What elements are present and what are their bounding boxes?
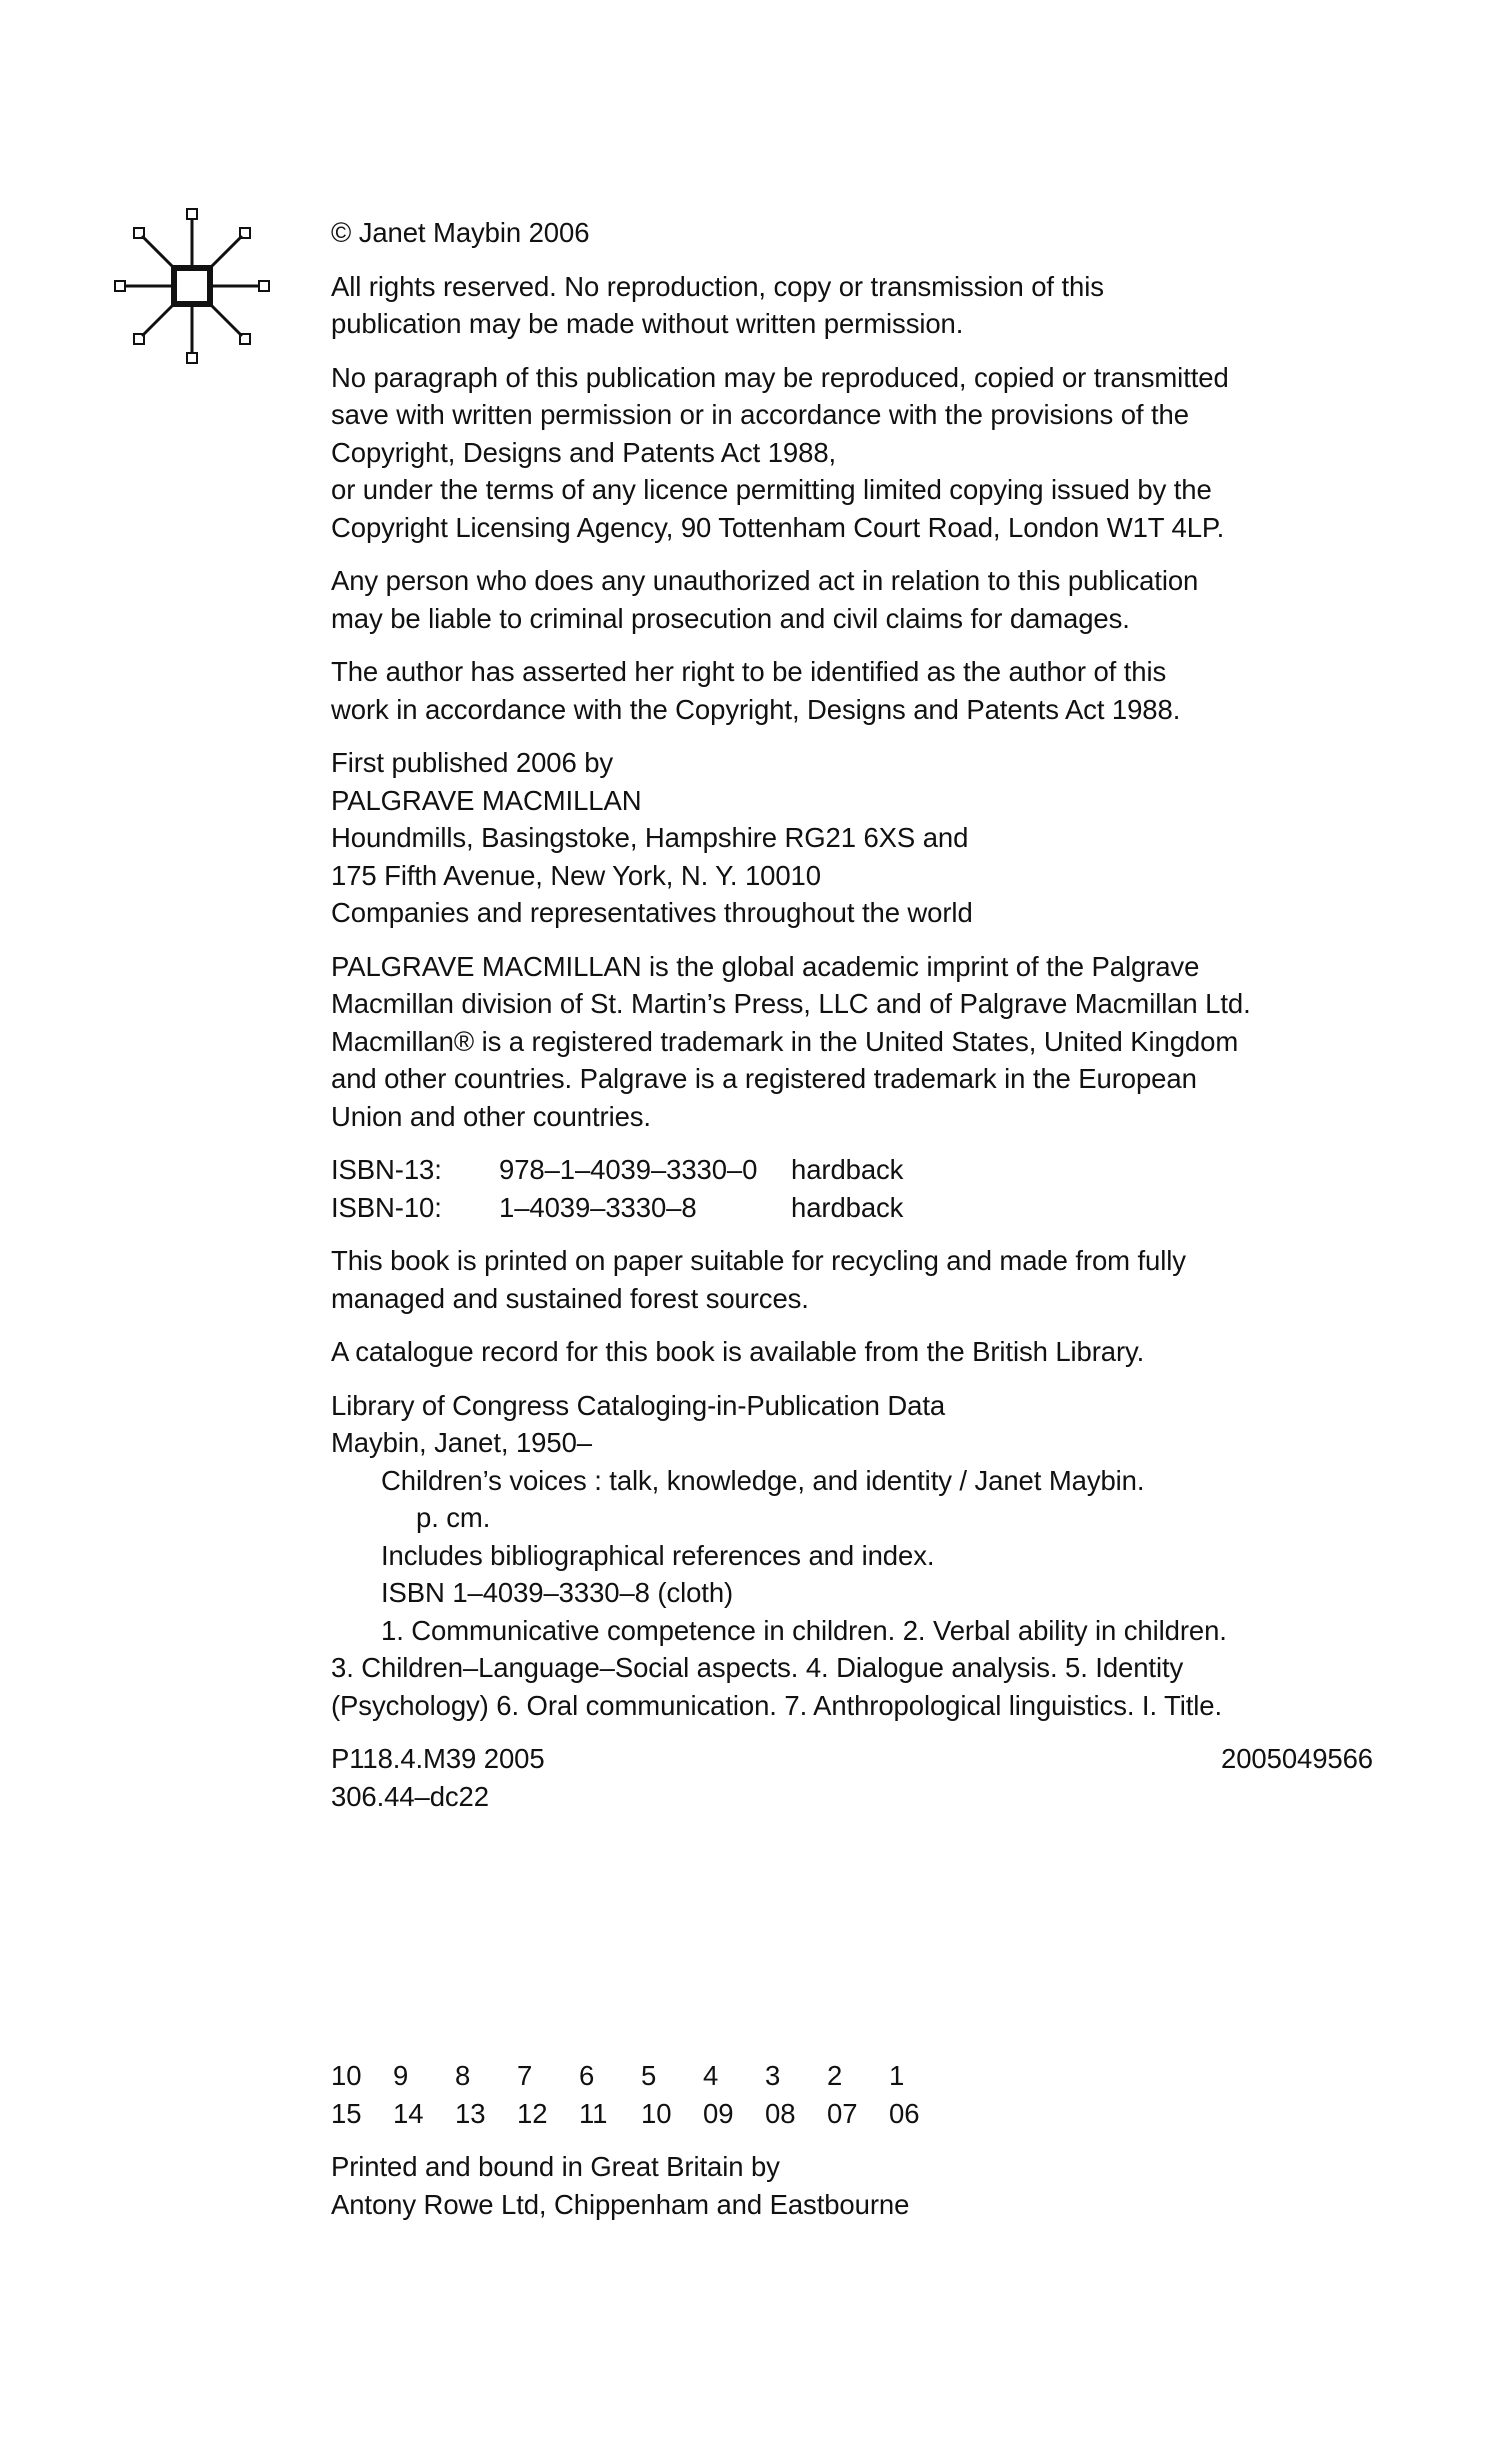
cip-bibliography: Includes bibliographical references and index.: [381, 1539, 935, 1571]
printer-statement: [331, 2148, 1373, 2223]
text-line: Antony Rowe Ltd, Chippenham and Eastbourne: [331, 2188, 910, 2220]
text-line: Copyright Licensing Agency, 90 Tottenham Court Road, London W1T 4LP.: [331, 511, 1225, 543]
rights-reserved-paragraph: [331, 268, 1373, 343]
call-number: P118.4.M39 2005: [331, 1743, 545, 1774]
text-line: and other countries. Palgrave is a registered trademark in the European: [331, 1063, 1197, 1094]
text-line: Companies and representatives throughout the world: [331, 897, 973, 928]
impression-year: 13: [455, 2097, 486, 2129]
publisher-address: [331, 744, 1373, 932]
isbn-format: hardback: [791, 1191, 904, 1223]
cip-subject-line: (Psychology) 6. Oral communication. 7. Anthropological linguistics. I. Title.: [331, 1689, 1223, 1721]
text-line: All rights reserved. No reproduction, copy or transmission of this: [331, 270, 1104, 302]
text-line: save with written permission or in accordance with the provisions of the: [331, 399, 1189, 430]
classification-block: [331, 1740, 1373, 1815]
impression-number: 10: [331, 2060, 362, 2091]
printing-line: [331, 2057, 1373, 2132]
text-line: managed and sustained forest sources.: [331, 1282, 809, 1314]
isbn-format: hardback: [791, 1154, 904, 1185]
text-line: A catalogue record for this book is available from the British Library.: [331, 1336, 1145, 1367]
text-line: This book is printed on paper suitable for recycling and made from fully: [331, 1245, 1186, 1276]
text-line: First published 2006 by: [331, 747, 614, 778]
impression-number: 4: [703, 2060, 719, 2091]
text-line: work in accordance with the Copyright, Designs and Patents Act 1988.: [331, 693, 1181, 725]
impression-year: 11: [579, 2097, 608, 2129]
text-line: 175 Fifth Avenue, New York, N. Y. 10010: [331, 859, 821, 891]
cip-subject-line: 3. Children–Language–Social aspects. 4. Dialogue analysis. 5. Identity: [331, 1652, 1184, 1683]
text-line: No paragraph of this publication may be reproduced, copied or transmitted: [331, 361, 1229, 393]
cip-data: [331, 1387, 1373, 1725]
impression-year: 12: [517, 2097, 548, 2129]
impression-numbers: [331, 2057, 1373, 2095]
cip-subject-line: 1. Communicative competence in children. 2. Verbal ability in children.: [381, 1614, 1227, 1646]
text-line: publication may be made without written permission.: [331, 308, 964, 339]
isbn-label: ISBN-13:: [331, 1154, 442, 1185]
impression-number: 2: [827, 2060, 843, 2091]
cip-author: Maybin, Janet, 1950–: [331, 1427, 592, 1458]
impression-year: 10: [641, 2097, 672, 2129]
isbn-row: [331, 1189, 1373, 1227]
text-line: Copyright, Designs and Patents Act 1988,: [331, 436, 837, 468]
impression-number: 8: [455, 2060, 471, 2091]
impression-number: 1: [889, 2060, 905, 2091]
isbn-list: [331, 1151, 1373, 1226]
dewey-number: 306.44–dc22: [331, 1780, 489, 1812]
text-line: Printed and bound in Great Britain by: [331, 2151, 780, 2182]
copyright-page: [331, 214, 1373, 2239]
impression-year: 08: [765, 2097, 796, 2129]
text-line: Houndmills, Basingstoke, Hampshire RG21 6XS and: [331, 822, 969, 853]
unauthorized-act-paragraph: [331, 562, 1373, 637]
text-line: Union and other countries.: [331, 1100, 651, 1132]
isbn-number: 978–1–4039–3330–0: [499, 1154, 758, 1185]
text-line: PALGRAVE MACMILLAN is the global academic imprint of the Palgrave: [331, 950, 1200, 982]
impression-year: 09: [703, 2097, 734, 2129]
impression-number: 7: [517, 2060, 533, 2091]
paper-statement: [331, 1242, 1373, 1317]
isbn-number: 1–4039–3330–8: [499, 1191, 697, 1223]
text-line: Macmillan® is a registered trademark in the United States, United Kingdom: [331, 1025, 1239, 1057]
cip-title: Children’s voices : talk, knowledge, and identity / Janet Maybin.: [381, 1464, 1145, 1496]
text-line: Any person who does any unauthorized act in relation to this publication: [331, 565, 1199, 596]
impression-year: 15: [331, 2097, 362, 2129]
isbn-row: [331, 1151, 1373, 1189]
author-rights-paragraph: [331, 653, 1373, 728]
imprint-paragraph: [331, 948, 1373, 1136]
publisher-logo-icon: [112, 206, 272, 366]
text-line: may be liable to criminal prosecution and civil claims for damages.: [331, 602, 1130, 634]
text-line: or under the terms of any licence permitting limited copying issued by the: [331, 474, 1212, 505]
impression-number: 6: [579, 2060, 595, 2091]
cip-isbn: ISBN 1–4039–3330–8 (cloth): [381, 1577, 734, 1608]
isbn-label: ISBN-10:: [331, 1191, 442, 1223]
classification-row: [331, 1740, 1373, 1778]
impression-year: 06: [889, 2097, 920, 2129]
text-line: The author has asserted her right to be identified as the author of this: [331, 656, 1167, 687]
catalogue-statement: [331, 1333, 1373, 1371]
impression-number: 9: [393, 2060, 409, 2091]
impression-number: 5: [641, 2060, 657, 2091]
impression-year: 14: [393, 2097, 424, 2129]
text-line: PALGRAVE MACMILLAN: [331, 784, 642, 816]
impression-number: 3: [765, 2060, 781, 2091]
no-reproduction-paragraph: [331, 359, 1373, 547]
copyright-line: © Janet Maybin 2006: [331, 217, 590, 248]
impression-year: 07: [827, 2097, 858, 2129]
cip-header: Library of Congress Cataloging-in-Publication Data: [331, 1389, 946, 1421]
copyright-notice: [331, 214, 1373, 252]
lccn: 2005049566: [1221, 1743, 1373, 1774]
text-line: Macmillan division of St. Martin’s Press, LLC and of Palgrave Macmillan Ltd.: [331, 988, 1251, 1019]
impression-years: [331, 2095, 1373, 2133]
cip-pages: p. cm.: [416, 1502, 491, 1533]
